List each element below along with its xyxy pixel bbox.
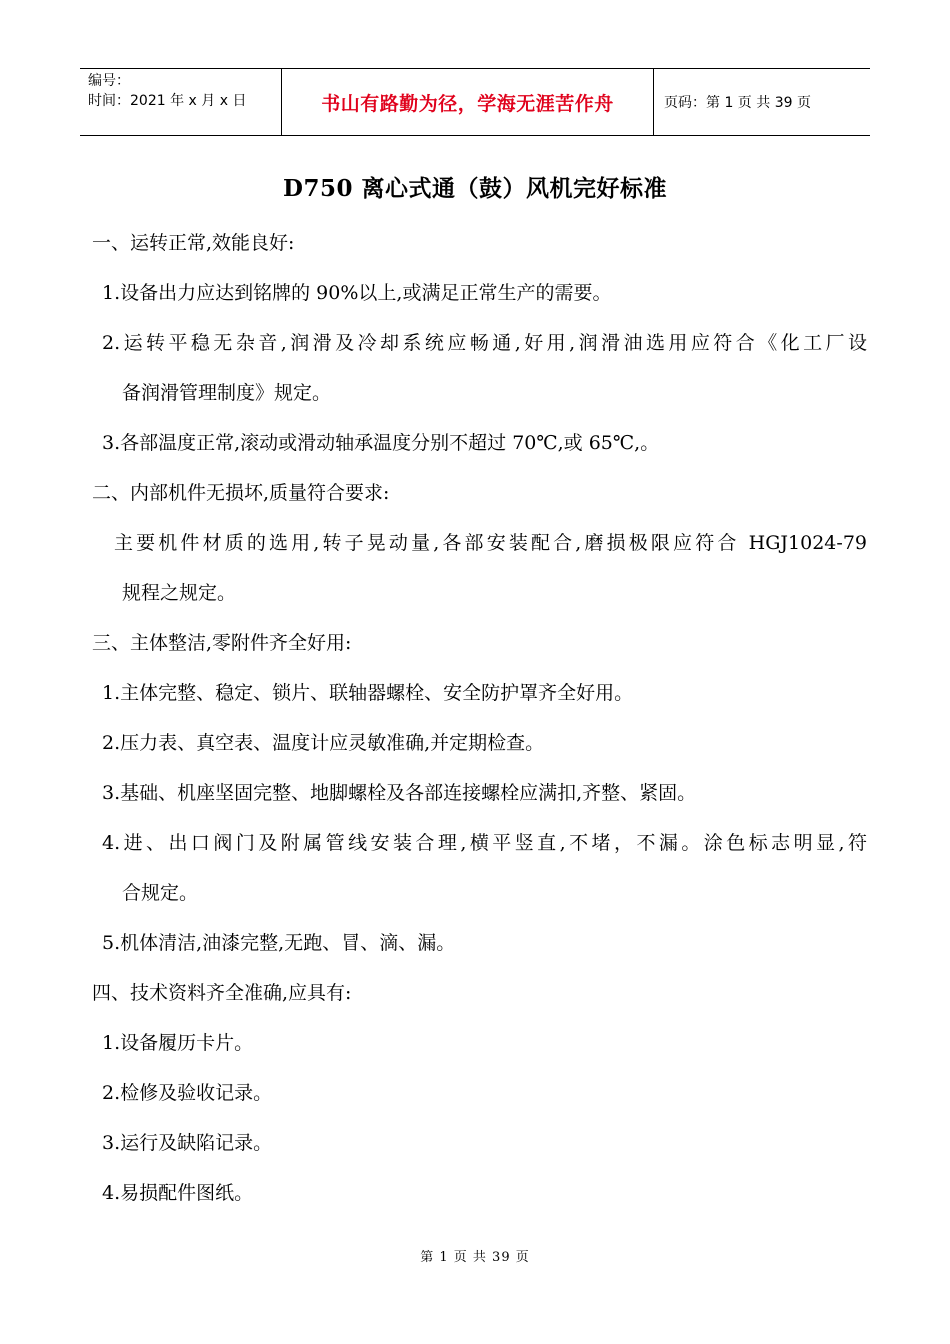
paragraph: 主要机件材质的选用,转子晃动量,各部安装配合,磨损极限应符合 HGJ1024-79 (114, 532, 867, 554)
list-item: 2.压力表、真空表、温度计应灵敏准确,并定期检查。 (102, 732, 545, 754)
section-heading-2: 二、内部机件无损坏,质量符合要求: (92, 482, 390, 504)
header-motto: 书山有路勤为径，学海无涯苦作舟 (282, 69, 654, 135)
list-item-continuation: 备润滑管理制度》规定。 (122, 382, 332, 404)
list-item: 1.主体完整、稳定、锁片、联轴器螺栓、安全防护罩齐全好用。 (102, 682, 634, 704)
list-item: 2.运转平稳无杂音,润滑及冷却系统应畅通,好用,润滑油选用应符合《化工厂设 (102, 332, 867, 354)
list-item: 4.进、出口阀门及附属管线安装合理,横平竖直,不堵，不漏。涂色标志明显,符 (102, 832, 867, 854)
section-heading-3: 三、主体整洁,零附件齐全好用: (92, 632, 352, 654)
header-meta (80, 69, 282, 135)
list-item: 3.各部温度正常,滚动或滑动轴承温度分别不超过 70℃,或 65℃,。 (102, 432, 660, 454)
document-body (92, 218, 867, 1218)
header-page-info: 页码：第 1 页 共 39 页 (664, 95, 811, 111)
document-header (80, 68, 870, 136)
time-label: 时间：2021 年 x 月 x 日 (88, 93, 247, 109)
list-item: 1.设备履历卡片。 (102, 1032, 254, 1054)
list-item: 3.基础、机座坚固完整、地脚螺栓及各部连接螺栓应满扣,齐整、紧固。 (102, 782, 697, 804)
list-item-continuation: 合规定。 (122, 882, 199, 904)
list-item: 2.检修及验收记录。 (102, 1082, 273, 1104)
list-item: 3.运行及缺陷记录。 (102, 1132, 273, 1154)
list-item: 4.易损配件图纸。 (102, 1182, 254, 1204)
paragraph-continuation: 规程之规定。 (122, 582, 237, 604)
list-item: 1.设备出力应达到铭牌的 90%以上,或满足正常生产的需要。 (102, 282, 612, 304)
list-item: 5.机体清洁,油漆完整,无跑、冒、滴、漏。 (102, 932, 456, 954)
document-title: D750 离心式通（鼓）风机完好标准 (283, 175, 667, 202)
page-footer: 第 1 页 共 39 页 (420, 1250, 530, 1265)
section-heading-1: 一、运转正常,效能良好: (92, 232, 295, 254)
section-heading-4: 四、技术资料齐全准确,应具有: (92, 982, 352, 1004)
number-label: 编号： (88, 73, 130, 89)
